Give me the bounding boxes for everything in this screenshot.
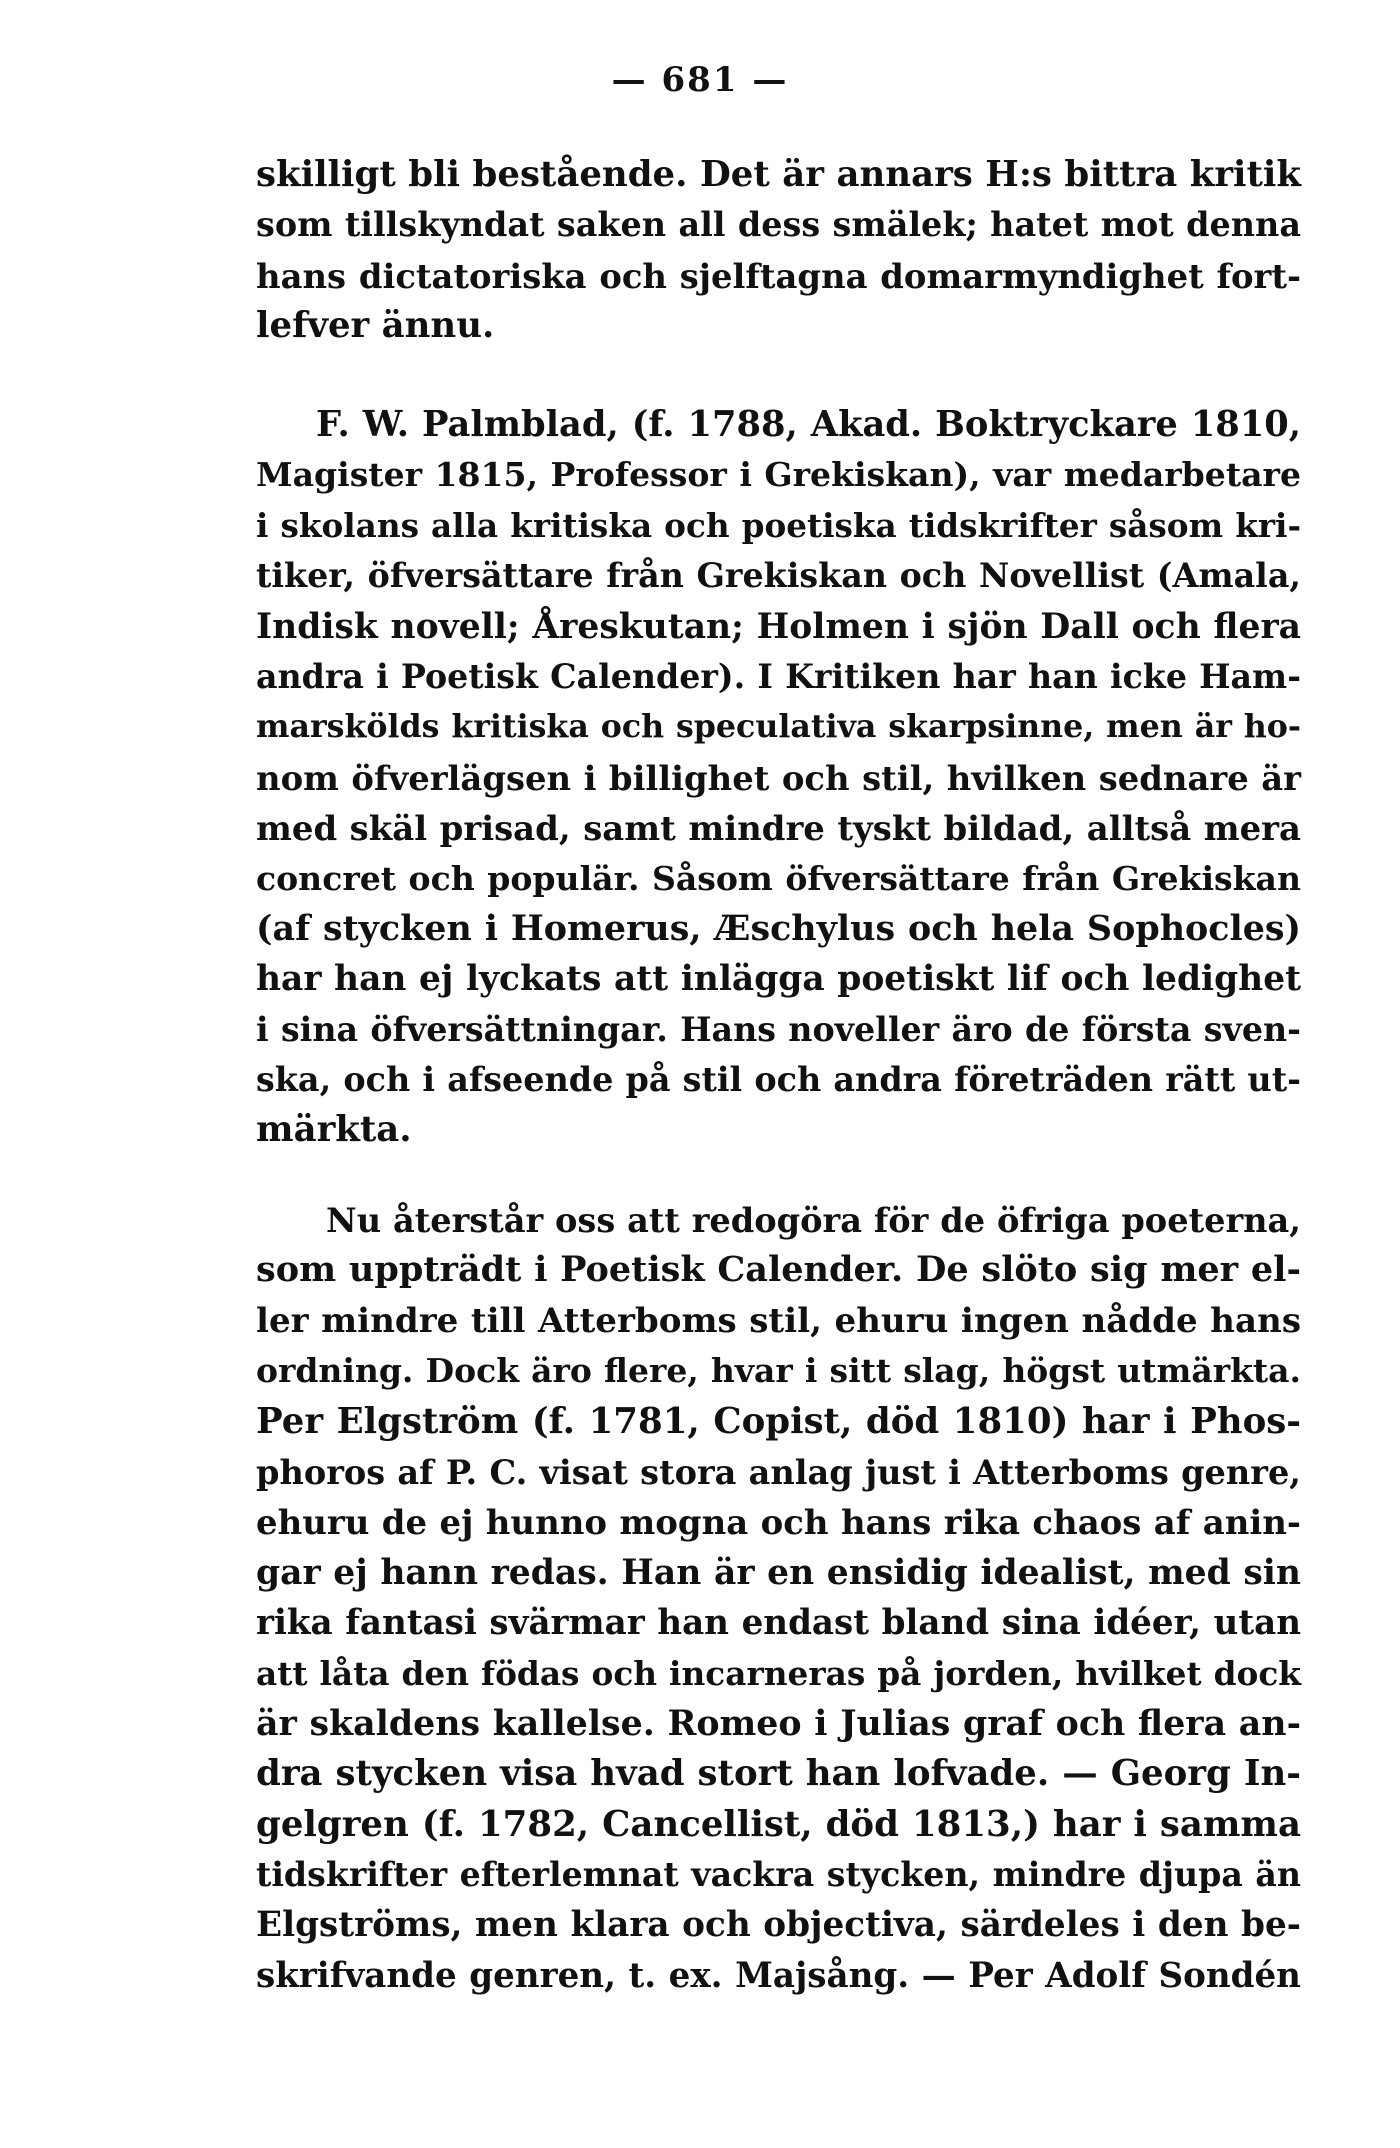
text-line: gar ej hann redas. Han är en ensidig idealist, med sin — [256, 1552, 1301, 1593]
text-line: ehuru de ej hunno mogna och hans rika chaos af anin- — [256, 1502, 1301, 1543]
text-line: Magister 1815, Professor i Grekiskan), var medarbetare — [256, 455, 1301, 495]
text-line: ska, och i afseende på stil och andra företräden rätt ut- — [256, 1060, 1301, 1100]
text-line: ler mindre till Atterboms stil, ehuru ingen nådde hans — [256, 1300, 1301, 1341]
text-line: Indisk novell; Åreskutan; Holmen i sjön Dall och flera — [256, 606, 1301, 647]
text-line: gelgren (f. 1782, Cancellist, död 1813,) har i samma — [256, 1803, 1301, 1845]
text-line: skrifvande genren, t. ex. Majsång. — Per Adolf Sondén — [256, 1955, 1301, 1996]
paragraph-2 — [256, 400, 1301, 1156]
text-line: märkta. — [256, 1109, 412, 1151]
text-line: Elgströms, men klara och objectiva, särdeles i den be- — [256, 1905, 1301, 1946]
text-line: Per Elgström (f. 1781, Copist, död 1810) har i Phos- — [256, 1400, 1301, 1442]
paragraph-1 — [256, 150, 1301, 352]
text-line: Nu återstår oss att redogöra för de öfriga poeterna, — [326, 1200, 1301, 1240]
text-line: F. W. Palmblad, (f. 1788, Akad. Boktryckare 1810, — [316, 404, 1301, 445]
text-line: i sina öfversättningar. Hans noveller äro de första sven- — [256, 1009, 1301, 1049]
page-number: — 681 — — [611, 60, 789, 100]
text-line: som uppträdt i Poetisk Calender. De slöto sig mer el- — [256, 1249, 1301, 1291]
text-line: tiker, öfversättare från Grekiskan och Novellist (Amala, — [256, 556, 1301, 596]
text-line: phoros af P. C. visat stora anlag just i Atterboms genre, — [256, 1451, 1301, 1492]
text-line: concret och populär. Såsom öfversättare från Grekiskan — [256, 858, 1301, 898]
text-line: rika fantasi svärmar han endast bland sina idéer, utan — [256, 1603, 1301, 1644]
text-line: dra stycken visa hvad stort han lofvade. — Georg In- — [256, 1753, 1301, 1795]
paragraph-3 — [256, 1195, 1301, 2001]
text-line: som tillskyndat saken all dess smälek; hatet mot denna — [256, 205, 1301, 245]
text-line: skilligt bli bestående. Det är annars H:s bittra kritik — [256, 154, 1301, 195]
text-line: marskölds kritiska och speculativa skarpsinne, men är ho- — [256, 708, 1301, 746]
text-line: hans dictatoriska och sjelftagna domarmyndighet fort- — [256, 255, 1301, 296]
text-line: är skaldens kallelse. Romeo i Julias graf och flera an- — [256, 1702, 1301, 1744]
text-line: att låta den födas och incarneras på jorden, hvilket dock — [256, 1653, 1301, 1693]
text-line: (af stycken i Homerus, Æschylus och hela Sophocles) — [256, 907, 1301, 949]
text-line: med skäl prisad, samt mindre tyskt bildad, alltså mera — [256, 808, 1301, 849]
text-line: har han ej lyckats att inlägga poetiskt lif och ledighet — [256, 959, 1301, 1000]
text-line: lefver ännu. — [256, 305, 495, 347]
text-line: andra i Poetisk Calender). I Kritiken har han icke Ham- — [256, 656, 1301, 696]
text-line: ordning. Dock äro flere, hvar i sitt slag, högst utmärkta. — [256, 1351, 1301, 1391]
text-line: nom öfverlägsen i billighet och stil, hvilken sednare är — [256, 757, 1301, 798]
text-line: tidskrifter efterlemnat vackra stycken, mindre djupa än — [256, 1855, 1301, 1895]
text-line: i skolans alla kritiska och poetiska tidskrifter såsom kri- — [256, 505, 1301, 545]
